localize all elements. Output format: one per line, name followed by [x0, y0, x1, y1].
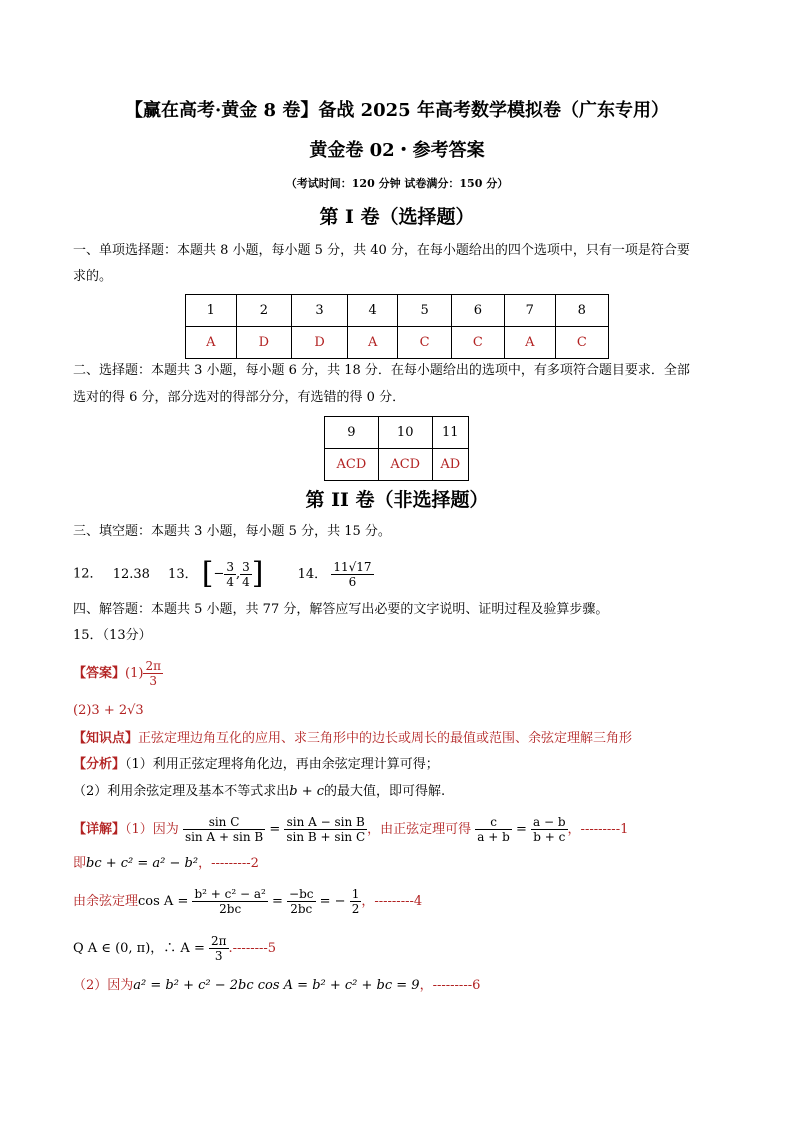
q15-title: 15．（13分）: [73, 628, 152, 643]
single-choice-instruction-2: 求的。: [73, 269, 113, 284]
solve-instruction: 四、解答题：本题共 5 小题，共 77 分，解答应写出必要的文字说明、证明过程及验算步骤。: [73, 602, 609, 617]
equals-sign: =: [269, 822, 281, 837]
table-cell: 6: [451, 295, 504, 327]
single-choice-instruction-1: 一、单项选择题：本题共 8 小题，每小题 5 分，共 40 分，在每小题给出的四个选项中，只有一项是符合要: [73, 243, 690, 258]
detail-fraction-2: $\frac{\text{sin A − sin B}}{\text{sin B + sin C}}$: [286, 815, 366, 844]
table-cell: AD: [432, 449, 468, 481]
equals-sign: =: [515, 822, 527, 837]
equals-sign: =: [271, 894, 283, 909]
answer-2: (2)3 + 2√3: [73, 703, 144, 718]
detail-fraction-7: $\frac{1}{2}$: [351, 887, 360, 916]
detail-math-5: a² = b² + c² − 2bc cos A = b² + c² + bc = 9: [133, 978, 420, 993]
q12-answer: 12.38: [112, 566, 150, 582]
detail-fraction-3: $\frac{c}{a + b}$: [477, 815, 510, 844]
right-bracket: ]: [251, 556, 264, 591]
table-cell: 9: [325, 417, 379, 449]
table-cell: 2: [236, 295, 292, 327]
score-mark-4: ，---------4: [361, 894, 423, 909]
table-cell: C: [555, 327, 608, 359]
analysis-math: b + c: [289, 784, 325, 799]
analysis-line-2: [73, 781, 445, 803]
table-cell: C: [451, 327, 504, 359]
single-choice-answer-table: [185, 294, 609, 359]
table-cell: 8: [555, 295, 608, 327]
answer-1-prefix: (1): [125, 666, 144, 681]
detail-math-4: Q A ∈ (0, π)，∴ A =: [73, 941, 205, 956]
table-row-answers: [186, 327, 609, 359]
table-cell: D: [236, 327, 292, 359]
table-cell: D: [292, 327, 348, 359]
score-mark-5: .--------5: [228, 941, 277, 956]
cos-expression: cos A =: [138, 894, 189, 909]
detail-line-1: [73, 811, 628, 849]
detail-math-2: bc + c² = a² − b²: [86, 856, 199, 871]
q14-label: 14．: [297, 566, 328, 582]
table-cell: C: [398, 327, 451, 359]
detail-text-mid: ，由正弦定理可得: [367, 822, 472, 837]
detail-fraction-4: $\frac{a - b}{b + c}$: [533, 815, 566, 844]
detail-tail-3: = −: [319, 894, 346, 909]
score-mark-1: ，---------1: [567, 822, 629, 837]
table-cell: 1: [186, 295, 237, 327]
part1-heading: 第 I 卷（选择题）: [319, 206, 475, 228]
detail-line-3: [73, 882, 422, 922]
exam-info: （考试时间：120 分钟 试卷满分：150 分）: [285, 177, 509, 190]
table-cell: ACD: [325, 449, 379, 481]
q13-minus: −: [213, 566, 225, 582]
analysis-text-1: （1）利用正弦定理将角化边，再由余弦定理计算可得；: [125, 757, 439, 772]
detail-fraction-5: $\frac{\text{b² + c² − a²}}{2bc}$: [194, 887, 266, 916]
table-cell: 7: [505, 295, 556, 327]
multi-choice-instruction-2: 选对的得 6 分，部分选对的得部分分，有选错的得 0 分．: [73, 390, 406, 405]
detail-text-3: 由余弦定理: [73, 894, 139, 909]
left-bracket: [: [201, 556, 214, 591]
analysis-text-2a: （2）利用余弦定理及基本不等式求出: [73, 784, 290, 799]
answer-line: [73, 656, 163, 692]
part2-heading: 第 II 卷（非选择题）: [305, 489, 489, 511]
multi-choice-answer-table: [324, 416, 469, 481]
answer-1-fraction: $\frac{2\pi}{3}$: [145, 659, 161, 688]
score-mark-2: ，---------2: [198, 856, 259, 871]
knowledge-tag: 【知识点】: [73, 731, 139, 746]
detail-fraction-6: $\frac{-bc}{2bc}$: [289, 887, 314, 916]
multi-choice-instruction-1: 二、选择题：本题共 3 小题，每小题 6 分，共 18 分．在每小题给出的选项中，有多项符合题目要求．全部: [73, 363, 690, 378]
detail-text-5: （2）因为: [73, 978, 134, 993]
q13-fraction-1: $\frac{3}{4}$: [226, 559, 234, 589]
fill-instruction: 三、填空题：本题共 3 小题，每小题 5 分，共 15 分。: [73, 524, 391, 539]
detail-tag: 【详解】: [73, 822, 126, 837]
knowledge-text: 正弦定理边角互化的应用、求三角形中的边长或周长的最值或范围、余弦定理解三角形: [138, 731, 633, 746]
table-cell: A: [347, 327, 398, 359]
detail-fraction-1: $\frac{\text{sin C}}{\text{sin A + sin B}}$: [184, 815, 264, 844]
q13-fraction-2: $\frac{3}{4}$: [242, 559, 250, 589]
fill-answers-line: 12． 12.38 13． [− $\frac{3}{4}$ , $\frac{3}{4}$ ] 14． $\frac{11√17}{6}$: [73, 556, 372, 591]
table-cell: A: [186, 327, 237, 359]
answer-tag: 【答案】: [73, 666, 126, 681]
detail-text-1: （1）因为: [125, 822, 179, 837]
knowledge-line: [73, 728, 632, 750]
q14-fraction: $\frac{11√17}{6}$: [333, 559, 372, 589]
analysis-line-1: [73, 754, 439, 776]
paper-subtitle: 黄金卷 02・参考答案: [309, 140, 485, 161]
analysis-tag: 【分析】: [73, 757, 126, 772]
detail-line-4: [73, 930, 276, 968]
table-cell: 3: [292, 295, 348, 327]
table-cell: 4: [347, 295, 398, 327]
q13-label: 13．: [168, 566, 198, 582]
table-cell: 10: [378, 417, 432, 449]
table-row-answers: [325, 449, 469, 481]
table-cell: 5: [398, 295, 451, 327]
detail-line-5: [73, 975, 480, 997]
table-cell: A: [505, 327, 556, 359]
score-mark-6: ，---------6: [419, 978, 481, 993]
table-row-numbers: [325, 417, 469, 449]
table-row-numbers: [186, 295, 609, 327]
paper-title: 【赢在高考·黄金 8 卷】备战 2025 年高考数学模拟卷（广东专用）: [125, 100, 669, 121]
table-cell: ACD: [378, 449, 432, 481]
table-cell: 11: [432, 417, 468, 449]
analysis-text-2b: 的最大值，即可得解.: [324, 784, 446, 799]
detail-text-2: 即: [73, 856, 87, 871]
q12-label: 12．: [73, 566, 103, 582]
detail-fraction-8: $\frac{2\pi}{3}$: [210, 934, 227, 963]
detail-line-2: [73, 853, 259, 875]
